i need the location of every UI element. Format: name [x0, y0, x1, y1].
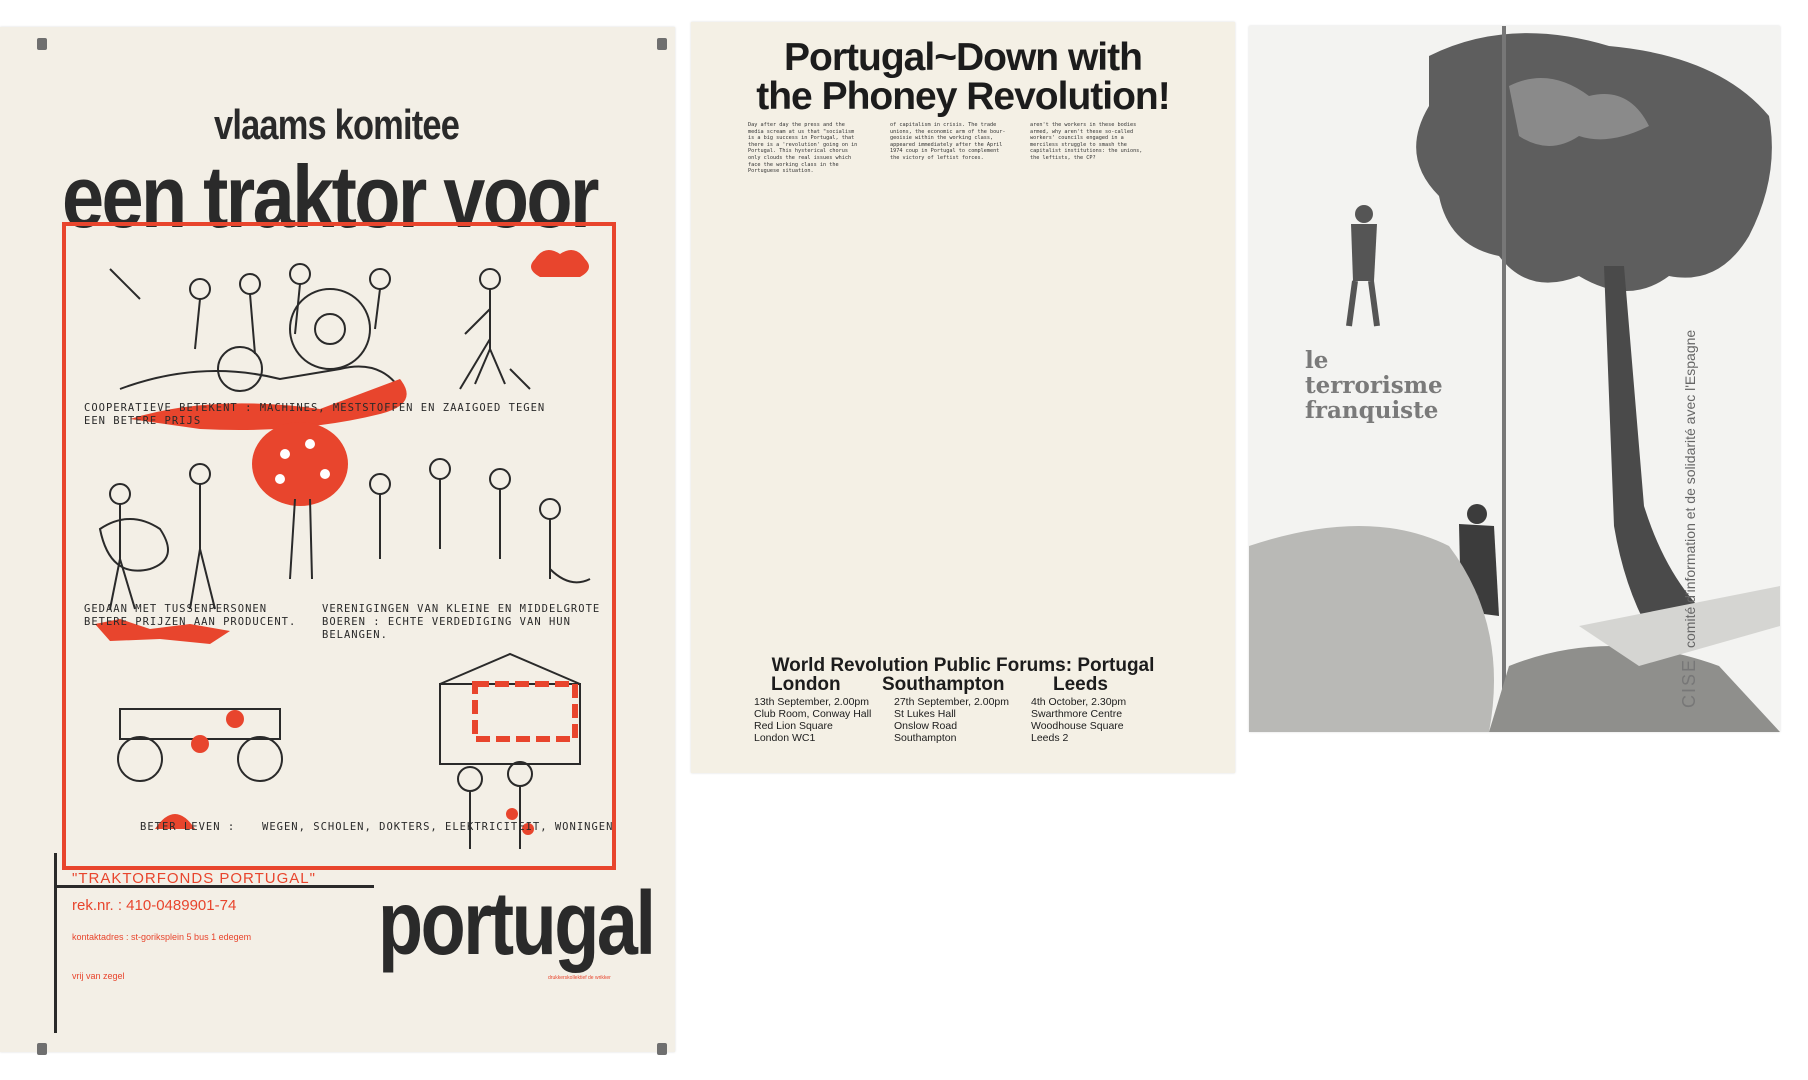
clip [657, 1043, 667, 1055]
col2-line: 1974 coup in Portugal to complement [890, 148, 1000, 155]
account-number: rek.nr. : 410-0489901-74 [72, 897, 237, 914]
printer-credit: drukkerskollektief de wrikker [548, 975, 611, 981]
publisher-credit [1679, 330, 1700, 708]
venue-line: London WC1 [754, 732, 816, 744]
poster-terrorisme-franquiste [1249, 26, 1780, 732]
poster-phoney-revolution [691, 22, 1235, 773]
city-southampton: Southampton [882, 674, 1005, 695]
poster3-title [1305, 348, 1443, 423]
caption-3: VERENIGINGEN VAN KLEINE EN MIDDELGROTE [322, 603, 601, 615]
caption-3c: BELANGEN. [322, 629, 388, 641]
venue-leeds [1031, 696, 1126, 744]
col2-line: geoisie within the working class, [890, 135, 994, 142]
tractor-scene [110, 264, 530, 391]
col1-line: Portugal. This hysterical chorus [748, 148, 848, 155]
col3-line: armed, why aren't these so-called [1030, 128, 1134, 135]
venue-london [754, 696, 871, 744]
venue-line: Swarthmore Centre [1031, 708, 1123, 720]
poster1-title: een traktor voor [62, 147, 597, 246]
venue-line: Red Lion Square [754, 720, 833, 732]
crowd-scene [370, 459, 590, 582]
col1-line: face the working class in the [748, 161, 839, 168]
caption-1b: EEN BETERE PRIJS [84, 415, 202, 427]
venue-line: St Lukes Hall [894, 708, 956, 720]
col2-line: unions, the economic arm of the bour- [890, 128, 1006, 135]
caption-2b: BETERE PRIJZEN AAN PRODUCENT. [84, 616, 297, 628]
poster2-title-line2: the Phoney Revolution! [756, 75, 1170, 118]
col1-line: only clouds the real issues which [748, 154, 852, 161]
venue-line: Woodhouse Square [1031, 720, 1124, 732]
clip [37, 1043, 47, 1055]
col3-line: capitalist institutions: the unions, [1030, 148, 1143, 155]
cartoon-illustration [80, 239, 600, 859]
clip [657, 38, 667, 50]
caption-4: BETER LEVEN : [140, 821, 236, 833]
title-line: franquiste [1305, 397, 1439, 424]
caption-2: GEDAAN MET TUSSENPERSONEN [84, 603, 268, 615]
text-column-3 [1030, 122, 1192, 672]
poster1-subtitle: vlaams komitee [214, 101, 460, 148]
stamp-note: vrij van zegel [72, 971, 125, 981]
col3-line: the leftists, the CP? [1030, 154, 1096, 161]
venue-date: 27th September, 2.00pm [894, 696, 1009, 708]
venue-line: Club Room, Conway Hall [754, 708, 872, 720]
text-column-1 [748, 122, 910, 672]
col1-line: there is a 'revolution' going on in [748, 141, 858, 148]
title-line: terrorisme [1305, 372, 1443, 399]
venue-southampton [894, 696, 1009, 744]
col3-line: workers' councils engaged in a [1030, 135, 1124, 142]
venue-date: 4th October, 2.30pm [1031, 696, 1127, 708]
caption-3b: BOEREN : ECHTE VERDEDIGING VAN HUN [322, 616, 571, 628]
col1-line: Portuguese situation. [748, 168, 814, 175]
apple-tree [252, 422, 348, 579]
forums-heading: World Revolution Public Forums: Portugal [771, 655, 1155, 676]
col1-line: Day after day the press and the [748, 122, 845, 128]
caption-4b: WEGEN, SCHOLEN, DOKTERS, ELEKTRICITEIT, WONINGEN [262, 821, 614, 833]
venue-line: Onslow Road [894, 720, 958, 732]
col1-line: media scream at us that "socialism [748, 128, 855, 135]
col3-line: merciless struggle to smash the [1030, 141, 1127, 148]
city-london: London [771, 674, 841, 695]
poster-traktor-portugal [0, 27, 675, 1052]
fund-name: "TRAKTORFONDS PORTUGAL" [72, 870, 316, 887]
col3-line: aren't the workers in these bodies [1030, 122, 1137, 128]
poster1-country: portugal [378, 874, 654, 974]
text-column-2 [890, 122, 1052, 672]
red-cloud [531, 250, 589, 277]
col2-line: appeared immediately after the April [890, 141, 1003, 148]
contact-address: kontaktadres : st-goriksplein 5 bus 1 edegem [72, 932, 252, 942]
venue-date: 13th September, 2.00pm [754, 696, 869, 708]
col2-line: of capitalism in crisis. The trade [890, 122, 997, 128]
clip [37, 38, 47, 50]
poster2-title-line1: Portugal~Down with [784, 36, 1142, 79]
black-frame [36, 853, 57, 1033]
venue-line: Leeds 2 [1031, 732, 1069, 744]
title-line: le [1305, 347, 1329, 374]
venue-line: Southampton [894, 732, 957, 744]
col2-line: the victory of leftist forces. [890, 154, 984, 161]
city-leeds: Leeds [1053, 674, 1108, 695]
col1-line: is a big success in Portugal, that [748, 135, 855, 142]
caption-1: COOPERATIEVE BETEKENT : MACHINES, MESTSTOFFEN EN ZAAIGOED TEGEN [84, 402, 546, 414]
committee-name: comité d'information et de solidarité avec l'Espagne [1682, 329, 1698, 648]
cise-acronym: CISE [1679, 657, 1699, 708]
market-scene [100, 464, 215, 609]
